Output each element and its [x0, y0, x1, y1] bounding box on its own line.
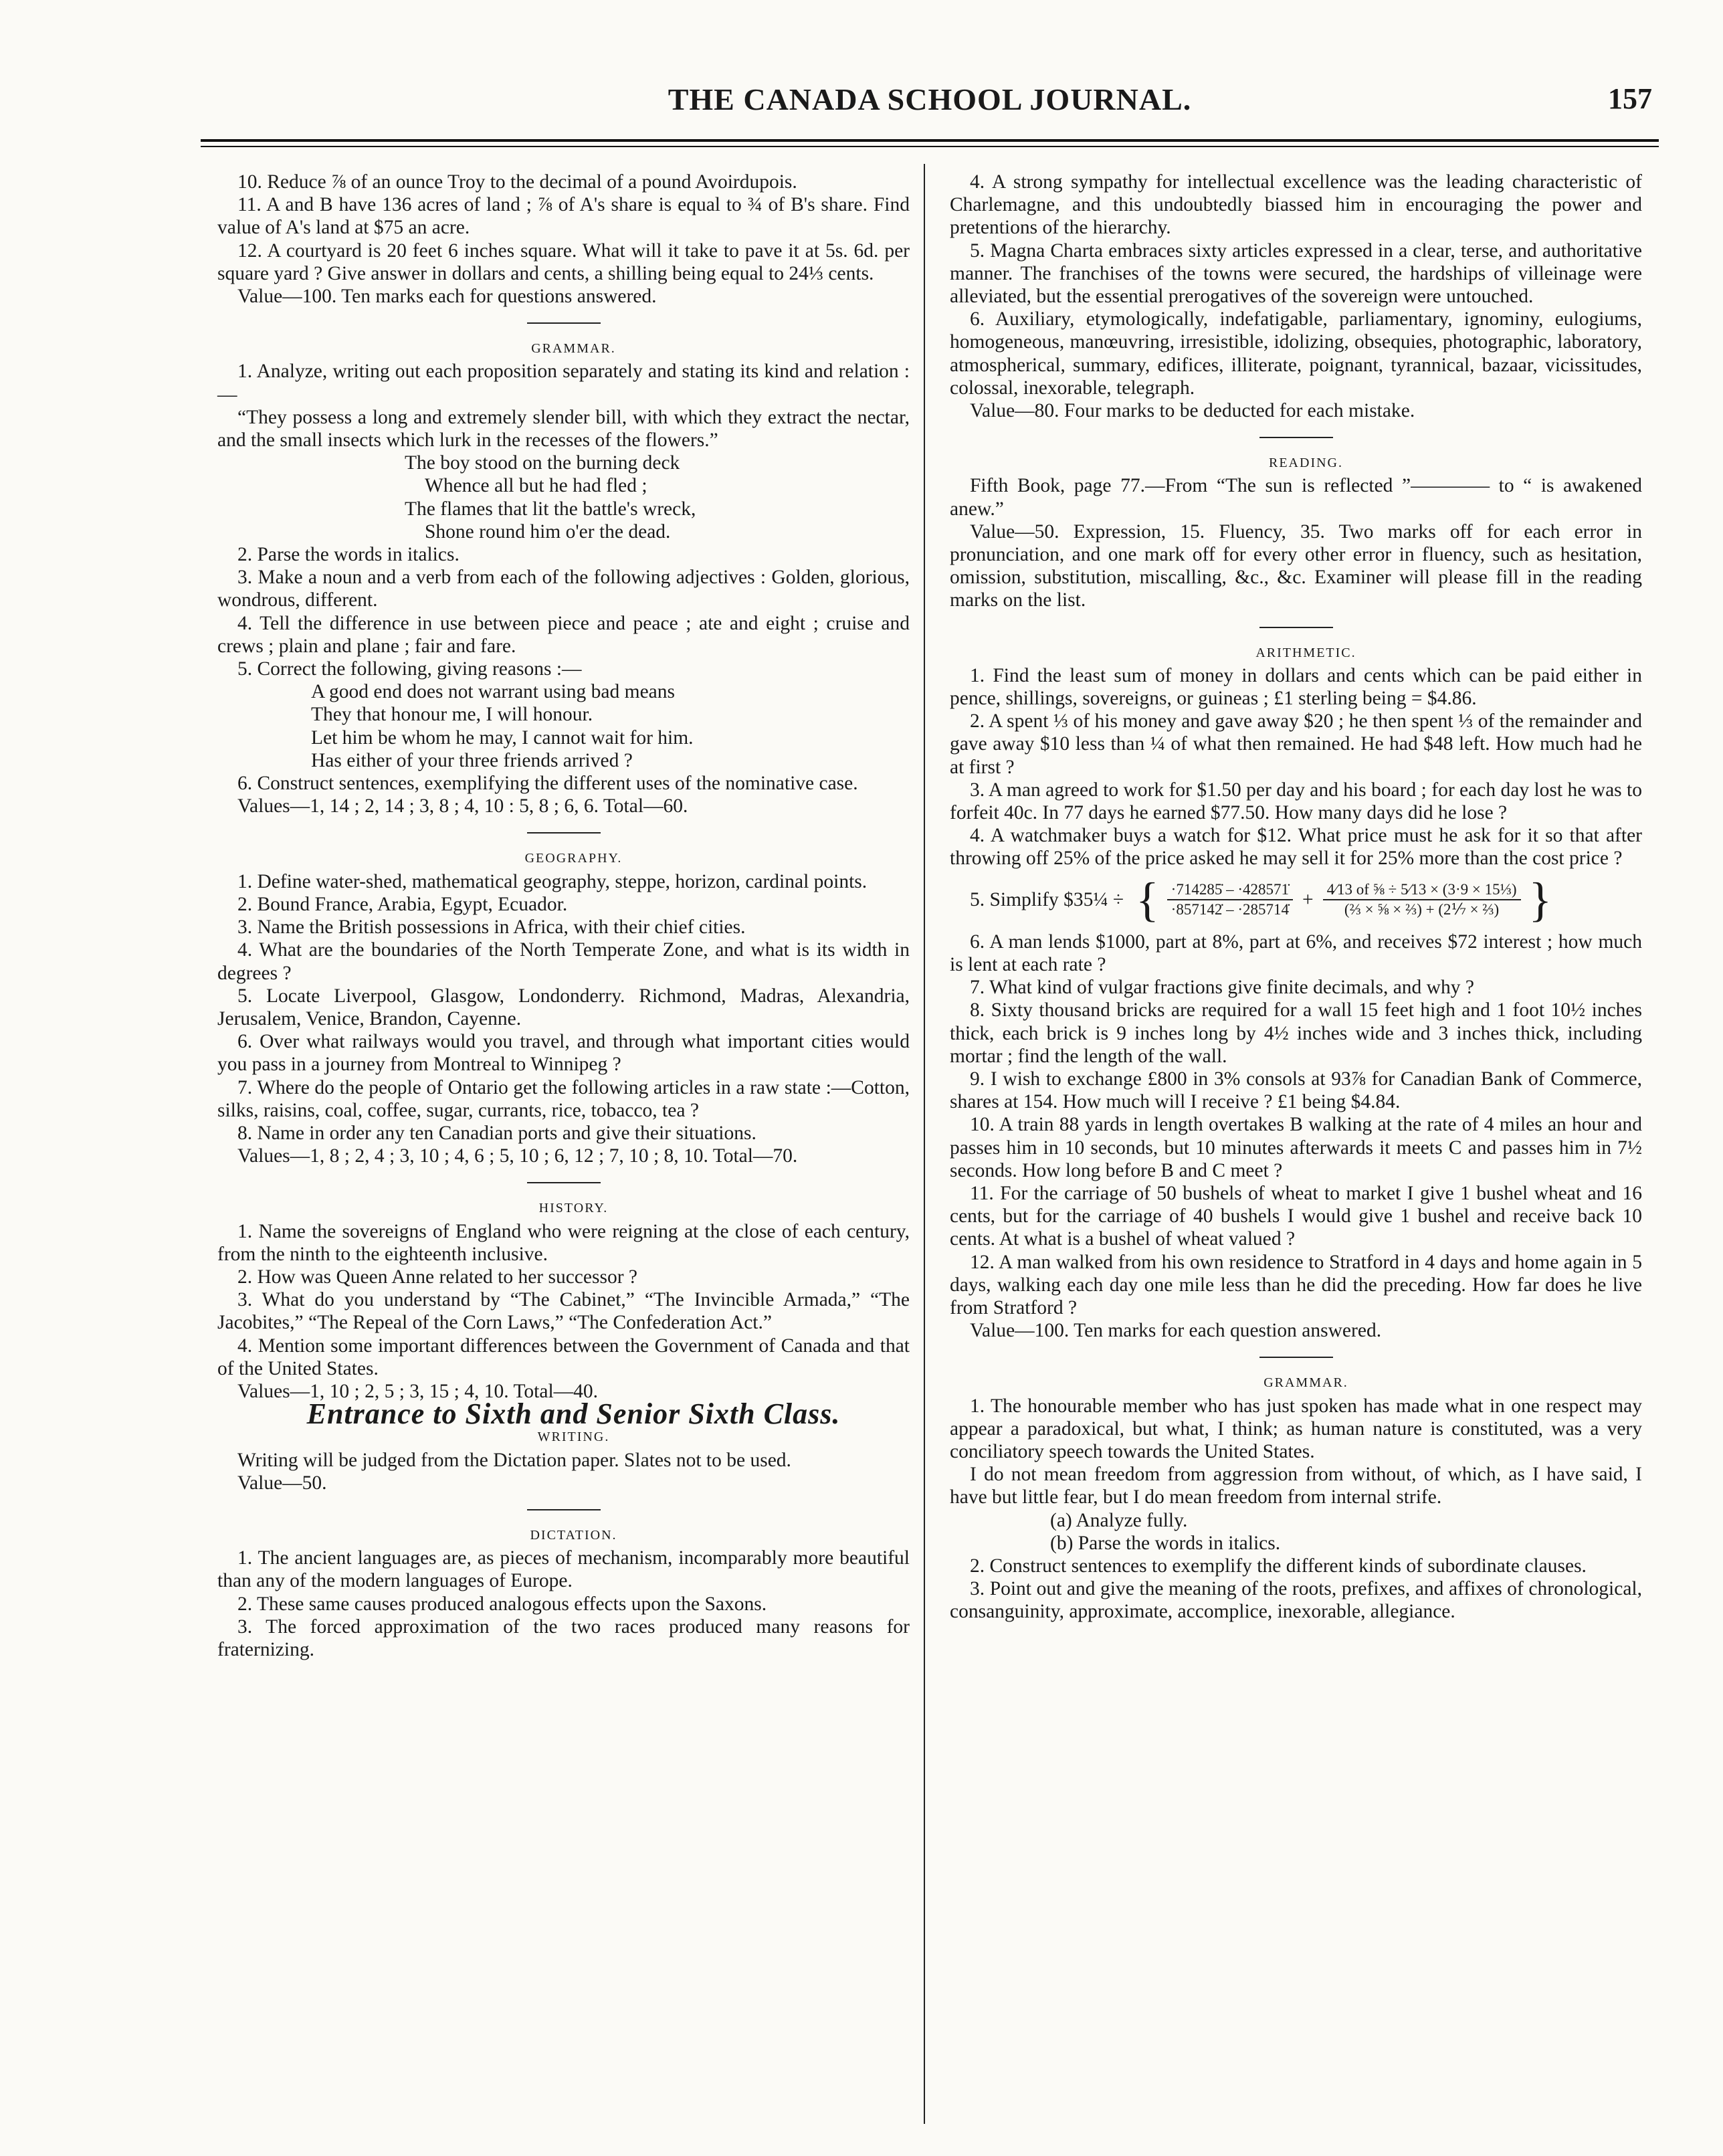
section-separator: [1259, 437, 1333, 438]
grammar2-q3: 3. Point out and give the meaning of the roots, prefixes, and affixes of chronological, consanguinity, approximate, accomplice, inexorable, allegiance.: [950, 1578, 1642, 1623]
section-separator: [527, 322, 601, 324]
section-heading-dictation: DICTATION.: [530, 1527, 617, 1543]
history-q1: 1. Name the sovereigns of England who were reigning at the close of each century, from the ninth to the eighteenth inclusive.: [217, 1220, 910, 1265]
section-heading-history: HISTORY.: [538, 1201, 609, 1216]
history-values: Values—1, 10 ; 2, 5 ; 3, 15 ; 4, 10. Total—40.: [237, 1380, 599, 1402]
verse-line: Whence all but he had fled ;: [425, 475, 647, 497]
journal-title: THE CANADA SCHOOL JOURNAL.: [668, 82, 1192, 116]
column-divider: [924, 164, 925, 2124]
section-separator: [527, 832, 601, 834]
correction-line: A good end does not warrant using bad means: [311, 681, 676, 703]
dictation-q6: 6. Auxiliary, etymologically, indefatigable, parliamentary, ignominy, eulogiums, homogeneous, manœuvring, irresistible, idolizing, obsequies, photographic, laboratory, atmospherical, summary, edifices, illiterate, poignant, tyrannical, bazaar, vicissitudes, colossal, inexorable, telegraph.: [950, 308, 1642, 399]
history-q2: 2. How was Queen Anne related to her successor ?: [237, 1266, 637, 1288]
arith-q12: 12. A courtyard is 20 feet 6 inches square. What will it take to pave it at 5s. 6d. per square yard ? Give answer in dollars and cents, a shilling being equal to 24⅓ cents.: [217, 239, 910, 284]
section-separator: [1259, 627, 1333, 628]
fraction: [1323, 880, 1521, 919]
section-separator: [1259, 1357, 1333, 1358]
grammar2-sub-a: (a) Analyze fully.: [1050, 1509, 1188, 1531]
writing-instructions: Writing will be judged from the Dictation paper. Slates not to be used.: [237, 1449, 791, 1471]
fraction-denominator: ·857142̇ – ·285714̇: [1171, 900, 1289, 918]
right-column: [950, 171, 1642, 1624]
dictation-q5: 5. Magna Charta embraces sixty articles expressed in a clear, terse, and authoritative manner. The franchises of the towns were secured, the hardships of villeinage were alleviated, but the essential prerogatives of the sovereign were untouched.: [950, 239, 1642, 308]
history-q4: 4. Mention some important differences between the Government of Canada and that of the United States.: [217, 1335, 910, 1379]
entrance-heading: Entrance to Sixth and Senior Sixth Class.: [306, 1397, 841, 1431]
section-heading-grammar-2: GRAMMAR.: [1263, 1375, 1348, 1391]
section-separator: [527, 1182, 601, 1183]
arithmetic-q9: 9. I wish to exchange £800 in 3% consols at 93⅞ for Canadian Bank of Commerce, shares at 154. How much will I receive ? £1 being $4.84.: [950, 1068, 1642, 1113]
right-brace: }: [1528, 872, 1552, 926]
geography-q3: 3. Name the British possessions in Africa, with their chief cities.: [237, 916, 746, 939]
fraction: [1167, 880, 1293, 919]
grammar2-q2: 2. Construct sentences to exemplify the different kinds of subordinate clauses.: [970, 1555, 1587, 1577]
section-separator: [527, 1509, 601, 1510]
geography-q4: 4. What are the boundaries of the North Temperate Zone, and what is its width in degrees ?: [217, 939, 910, 984]
grammar-quote: “They possess a long and extremely slender bill, with which they extract the nectar, and the small insects which lurk in the recesses of the flowers.”: [217, 406, 910, 452]
section-heading-reading: READING.: [1269, 456, 1343, 471]
arithmetic-q5-simplify: [970, 872, 1642, 926]
grammar-q3: 3. Make a noun and a verb from each of the following adjectives : Golden, glorious, wondrous, different.: [217, 567, 910, 611]
reading-passage: Fifth Book, page 77.—From “The sun is reflected ”———— to “ is awakened anew.”: [950, 475, 1642, 520]
dictation-q3: 3. The forced approximation of the two races produced many reasons for fraternizing.: [217, 1615, 910, 1660]
fraction-denominator: (⅔ × ⅝ × ⅔) + (2⅐ × ⅔): [1344, 900, 1500, 918]
left-column: [217, 171, 910, 1661]
grammar-q1: 1. Analyze, writing out each proposition separately and stating its kind and relation :—: [217, 361, 910, 405]
arith-value: Value—100. Ten marks each for questions answered.: [237, 286, 657, 308]
section-heading-grammar: GRAMMAR.: [531, 341, 616, 357]
arithmetic-q2: 2. A spent ⅓ of his money and gave away $20 ; he then spent ⅓ of the remainder and gave away $10 less than ¼ of what then remained. He had $48 left. How much had he at first ?: [950, 710, 1642, 778]
geography-q7: 7. Where do the people of Ontario get the following articles in a raw state :—Cotton, silks, raisins, coal, coffee, sugar, currants, rice, tobacco, tea ?: [217, 1076, 910, 1121]
reading-value: Value—50. Expression, 15. Fluency, 35. Two marks off for each error in pronunciation, and one mark off for every other error in fluency, such as hesitation, omission, substitution, miscalling, &c., &c. Examiner will please fill in the reading marks on the list.: [950, 520, 1642, 611]
correction-line: Has either of your three friends arrived ?: [311, 749, 633, 771]
page-number: 157: [1608, 82, 1652, 115]
arithmetic-q10: 10. A train 88 yards in length overtakes B walking at the rate of 4 miles an hour and passes him in 10 seconds, but 10 minutes afterwards it meets C and passes him in 7½ seconds. How long before B and C meet ?: [950, 1114, 1642, 1181]
dictation-q1: 1. The ancient languages are, as pieces of mechanism, incomparably more beautiful than any of the modern languages of Europe.: [217, 1547, 910, 1592]
arithmetic-q4: 4. A watchmaker buys a watch for $12. What price must he ask for it so that after throwing off 25% of the price asked he may sell it for 25% more than the cost price ?: [950, 825, 1642, 870]
history-q3: 3. What do you understand by “The Cabinet,” “The Invincible Armada,” “The Jacobites,” “The Repeal of the Corn Laws,” “The Confederation Act.”: [217, 1289, 910, 1334]
grammar-q5: 5. Correct the following, giving reasons :—: [237, 658, 582, 680]
dictation-value: Value—80. Four marks to be deducted for each mistake.: [970, 400, 1415, 422]
geography-q6: 6. Over what railways would you travel, and through what important cities would you pass in a journey from Montreal to Winnipeg ?: [217, 1031, 910, 1076]
arithmetic-q6: 6. A man lends $1000, part at 8%, part at 6%, and receives $72 interest ; how much is lent at each rate ?: [950, 930, 1642, 975]
writing-value: Value—50.: [237, 1472, 327, 1494]
arith-q11: 11. A and B have 136 acres of land ; ⅞ of A's share is equal to ¾ of B's share. Find value of A's land at $75 an acre.: [217, 194, 910, 239]
grammar-values: Values—1, 14 ; 2, 14 ; 3, 8 ; 4, 10 : 5, 8 ; 6, 6. Total—60.: [237, 795, 688, 817]
geography-q5: 5. Locate Liverpool, Glasgow, Londonderry. Richmond, Madras, Alexandria, Jerusalem, Venice, Brandon, Cayenne.: [217, 985, 910, 1030]
section-heading-geography: GEOGRAPHY.: [524, 851, 623, 866]
left-brace: {: [1136, 872, 1159, 926]
grammar-q6: 6. Construct sentences, exemplifying the different uses of the nominative case.: [237, 773, 858, 795]
verse-line: The boy stood on the burning deck: [405, 452, 680, 474]
arithmetic-q3: 3. A man agreed to work for $1.50 per day and his board ; for each day lost he was to forfeit 40c. In 77 days he earned $77.50. How many days did he lose ?: [950, 779, 1642, 824]
section-heading-arithmetic: ARITHMETIC.: [1255, 645, 1356, 660]
page-header: [201, 82, 1659, 135]
grammar2-q1: 1. The honourable member who has just spoken has made what in one respect may appear a paradoxical, but what, I think; as human nature is constituted, was a very conciliatory speech towards the United States.: [950, 1395, 1642, 1462]
grammar-q4: 4. Tell the difference in use between piece and peace ; ate and eight ; cruise and crews ; plain and plane ; fair and fare.: [217, 612, 910, 657]
simplify-label: 5. Simplify $35¼ ÷: [970, 888, 1124, 910]
dictation-q2: 2. These same causes produced analogous effects upon the Saxons.: [237, 1593, 767, 1615]
section-heading-writing: WRITING.: [537, 1430, 610, 1445]
header-rule: [201, 139, 1659, 147]
arithmetic-q11: 11. For the carriage of 50 bushels of wheat to market I give 1 bushel wheat and 16 cents, but for the carriage of 40 bushels I would give 1 bushel and receive back 10 cents. At what is a bushel of wheat valued ?: [950, 1182, 1642, 1250]
fraction-numerator: ·714285̇ – ·428571̇: [1167, 880, 1293, 900]
arithmetic-value: Value—100. Ten marks for each question answered.: [970, 1320, 1382, 1342]
geography-values: Values—1, 8 ; 2, 4 ; 3, 10 ; 4, 6 ; 5, 10 ; 6, 12 ; 7, 10 ; 8, 10. Total—70.: [237, 1145, 798, 1167]
grammar2-sub-b: (b) Parse the words in italics.: [1050, 1532, 1281, 1554]
geography-q8: 8. Name in order any ten Canadian ports and give their situations.: [237, 1122, 756, 1144]
dictation-q4: 4. A strong sympathy for intellectual excellence was the leading characteristic of Charlemagne, and this undoubtedly biassed him in encouraging the power and pretentions of the hierarchy.: [950, 171, 1642, 239]
fraction-numerator: 4⁄13 of ⅝ ÷ 5⁄13 × (3·9 × 15⅓): [1323, 880, 1521, 900]
correction-line: Let him be whom he may, I cannot wait for him.: [311, 726, 694, 749]
verse-line: The flames that lit the battle's wreck,: [405, 498, 696, 520]
arithmetic-q1: 1. Find the least sum of money in dollars and cents which can be paid either in pence, shillings, sovereigns, or guineas ; £1 sterling being = $4.86.: [950, 664, 1642, 710]
correction-line: They that honour me, I will honour.: [311, 704, 593, 726]
arith-q10: 10. Reduce ⅞ of an ounce Troy to the decimal of a pound Avoirdupois.: [237, 171, 797, 193]
verse-line: Shone round him o'er the dead.: [425, 520, 671, 543]
geography-q1: 1. Define water-shed, mathematical geography, steppe, horizon, cardinal points.: [237, 870, 868, 892]
grammar-q2: 2. Parse the words in italics.: [237, 544, 460, 566]
arithmetic-q12: 12. A man walked from his own residence to Stratford in 4 days and home again in 5 days, walking each day one mile less than he did the preceding. How far does he live from Stratford ?: [950, 1251, 1642, 1318]
grammar2-q1-cont: I do not mean freedom from aggression from without, of which, as I have said, I have but little fear, but I do mean freedom from internal strife.: [950, 1464, 1642, 1508]
plus-sign: +: [1302, 888, 1314, 910]
arithmetic-q8: 8. Sixty thousand bricks are required for a wall 15 feet high and 1 foot 10½ inches thick, each brick is 9 inches long by 4½ inches wide and 3 inches thick, including mortar ; find the length of the wall.: [950, 999, 1642, 1067]
geography-q2: 2. Bound France, Arabia, Egypt, Ecuador.: [237, 893, 568, 915]
arithmetic-q7: 7. What kind of vulgar fractions give finite decimals, and why ?: [970, 977, 1474, 999]
